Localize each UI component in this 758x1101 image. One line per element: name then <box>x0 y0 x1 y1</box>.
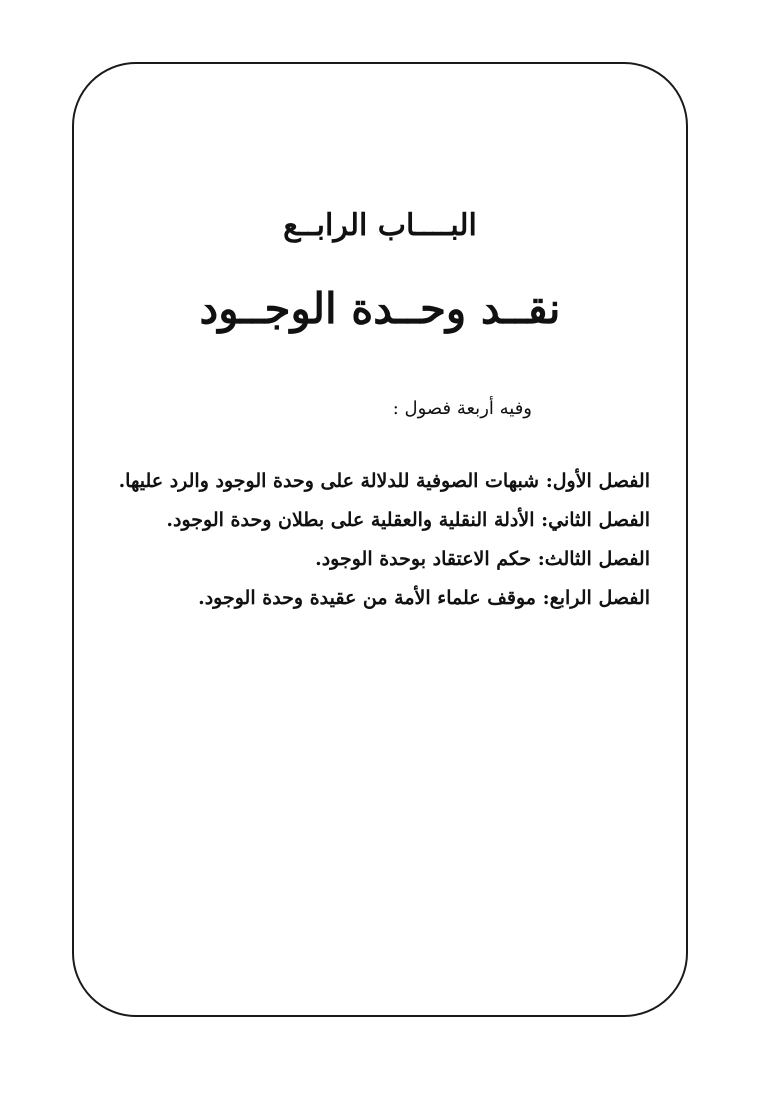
intro-text: وفيه أربعة فصول : <box>392 398 532 419</box>
chapter-item-3: الفصل الثالث: حكم الاعتقاد بوحدة الوجود. <box>315 548 650 570</box>
part-title: نقــد وحــدة الوجــود <box>199 284 561 333</box>
chapter-item-1: الفصل الأول: شبهات الصوفية للدلالة على وحدة الوجود والرد عليها. <box>118 470 650 492</box>
part-heading: البــــاب الرابــع <box>283 208 477 243</box>
chapter-list <box>119 462 650 618</box>
chapter-item-2: الفصل الثاني: الأدلة النقلية والعقلية على بطلان وحدة الوجود. <box>166 509 650 531</box>
chapter-item-4: الفصل الرابع: موقف علماء الأمة من عقيدة وحدة الوجود. <box>198 587 650 609</box>
